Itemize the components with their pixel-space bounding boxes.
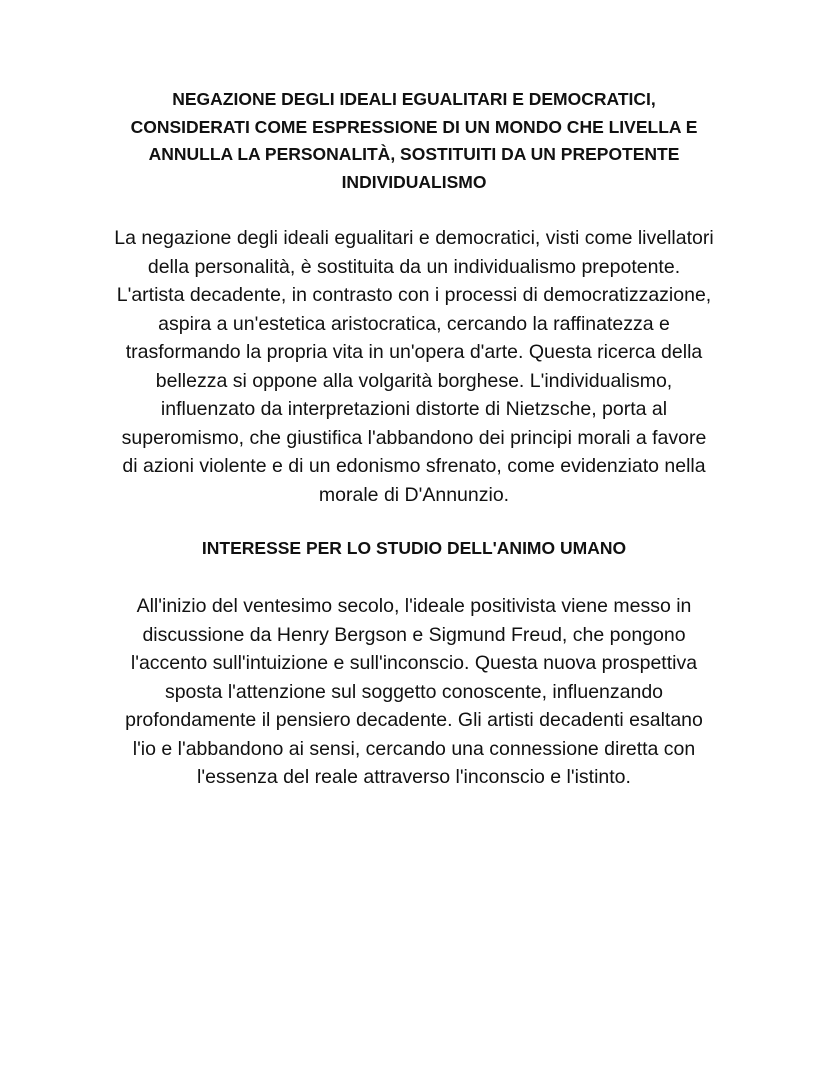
paragraph-line: profondamente il pensiero decadente. Gli artisti decadenti esaltano — [125, 709, 703, 731]
section-1-paragraph — [0, 224, 828, 509]
section-2-heading — [0, 535, 828, 563]
paragraph-line: L'artista decadente, in contrasto con i processi di democratizzazione, — [116, 284, 712, 306]
heading-line: INDIVIDUALISMO — [341, 172, 487, 193]
paragraph-line: La negazione degli ideali egualitari e democratici, visti come livellatori — [114, 227, 714, 249]
heading-line: CONSIDERATI COME ESPRESSIONE DI UN MONDO CHE LIVELLA E — [130, 116, 698, 137]
heading-line: INTERESSE PER LO STUDIO DELL'ANIMO UMANO — [201, 538, 627, 558]
paragraph-line: superomismo, che giustifica l'abbandono dei principi morali a favore — [121, 426, 707, 449]
paragraph-line: sposta l'attenzione sul soggetto conoscente, influenzando — [164, 680, 664, 703]
paragraph-line: l'accento sull'intuizione e sull'inconscio. Questa nuova prospettiva — [130, 652, 698, 674]
paragraph-line: della personalità, è sostituita da un individualismo prepotente. — [147, 255, 681, 278]
paragraph-line: discussione da Henry Bergson e Sigmund Freud, che pongono — [142, 623, 686, 646]
paragraph-line: bellezza si oppone alla volgarità borghese. L'individualismo, — [155, 369, 673, 392]
paragraph-line: di azioni violente e di un edonismo sfrenato, come evidenziato nella — [122, 455, 706, 477]
paragraph-line: l'essenza del reale attraverso l'inconscio e l'istinto. — [197, 766, 631, 788]
paragraph-line: influenzato da interpretazioni distorte di Nietzsche, porta al — [160, 398, 668, 420]
paragraph-line: trasformando la propria vita in un'opera d'arte. Questa ricerca della — [125, 341, 703, 363]
heading-line: ANNULLA LA PERSONALITÀ, SOSTITUITI DA UN PREPOTENTE — [148, 144, 680, 165]
paragraph-line: aspira a un'estetica aristocratica, cercando la raffinatezza e — [158, 312, 670, 335]
paragraph-line: l'io e l'abbandono ai sensi, cercando una connessione diretta con — [132, 737, 696, 760]
section-2-paragraph — [0, 592, 828, 792]
paragraph-line: morale di D'Annunzio. — [318, 483, 510, 506]
paragraph-line: All'inizio del ventesimo secolo, l'ideale positivista viene messo in — [136, 595, 692, 617]
heading-line: NEGAZIONE DEGLI IDEALI EGUALITARI E DEMOCRATICI, — [172, 89, 656, 109]
section-1-heading — [0, 86, 828, 197]
